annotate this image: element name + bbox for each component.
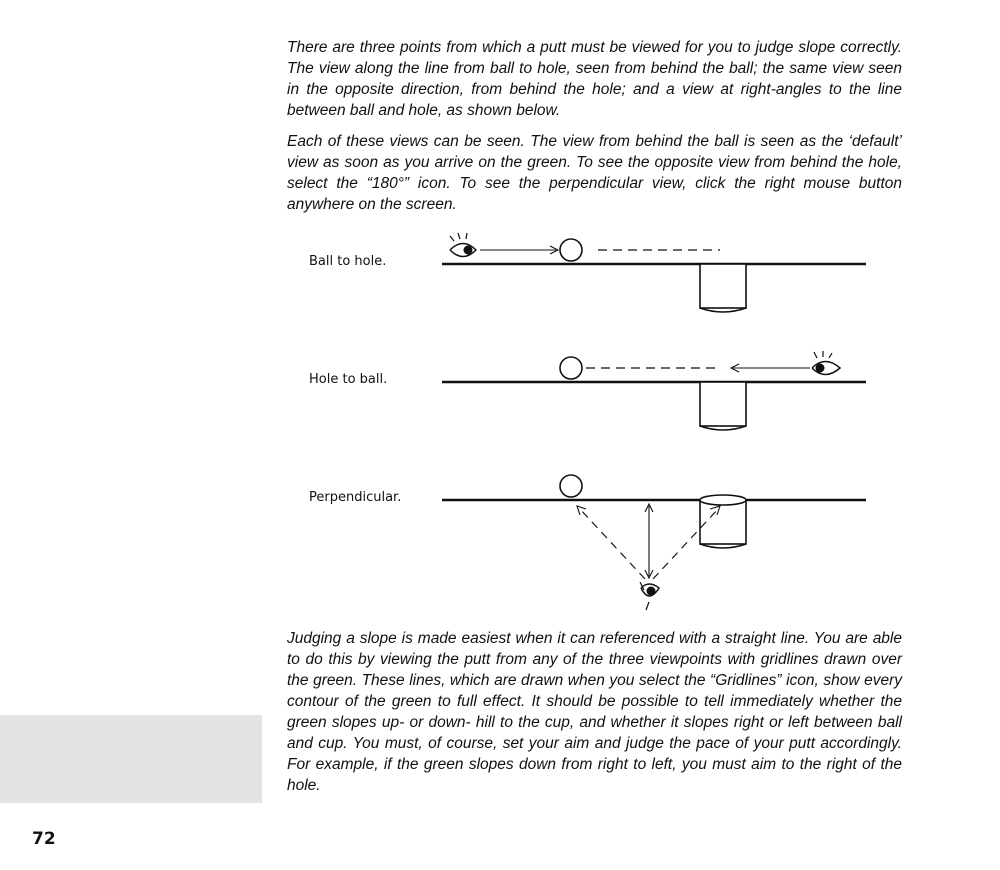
ball-icon: [560, 475, 582, 497]
hole-cup-icon: [700, 495, 746, 548]
sight-arrow-center: [645, 504, 653, 578]
sight-arrow-to-ball: [577, 506, 645, 579]
ball-icon: [560, 357, 582, 379]
sight-arrow: [480, 246, 558, 254]
gray-margin-block: [0, 715, 262, 803]
hole-to-ball-diagram: [420, 346, 880, 446]
diagram-label-perpendicular: Perpendicular.: [309, 490, 402, 505]
views-paragraph: Each of these views can be seen. The view from behind the ball is seen as the ‘default’ view as soon as you arrive on the green. To see the opposite view from behind the hole, select the “180°” icon. To see the perpendicular view, click the right mouse button anywhere on the screen.: [287, 133, 902, 213]
gridlines-paragraph: Judging a slope is made easiest when it can referenced with a straight line. You are able to do this by viewing the putt from any of the three viewpoints with gridlines drawn over the green. These lines, which are drawn when you select the “Gridlines” icon, show every contour of the green to full effect. It should be possible to tell immediately whether the green slopes up- or down- hill to the cup, and whether it slopes right or left between ball and cup. You must, of course, set your aim and judge the pace of your putt accordingly. For example, if the green slopes down from right to left, you must aim to the right of the hole.: [287, 630, 902, 794]
page-number: 72: [32, 829, 56, 849]
ball-to-hole-diagram: [420, 228, 880, 328]
hole-cup-icon: [700, 264, 746, 312]
sight-arrow: [731, 364, 810, 372]
eye-icon: [812, 351, 840, 375]
hole-cup-icon: [700, 382, 746, 430]
eye-icon: [640, 582, 659, 610]
diagram-label-hole-to-ball: Hole to ball.: [309, 372, 388, 387]
eye-icon: [450, 233, 476, 257]
perpendicular-diagram: [420, 464, 880, 624]
intro-paragraph: There are three points from which a putt must be viewed for you to judge slope correctly. The view along the line from ball to hole, seen from behind the ball; the same view seen in the opposite direction, from behind the hole; and a view at right-angles to the line between ball and hole, as shown below.: [287, 39, 902, 119]
diagram-label-ball-to-hole: Ball to hole.: [309, 254, 387, 269]
ball-icon: [560, 239, 582, 261]
